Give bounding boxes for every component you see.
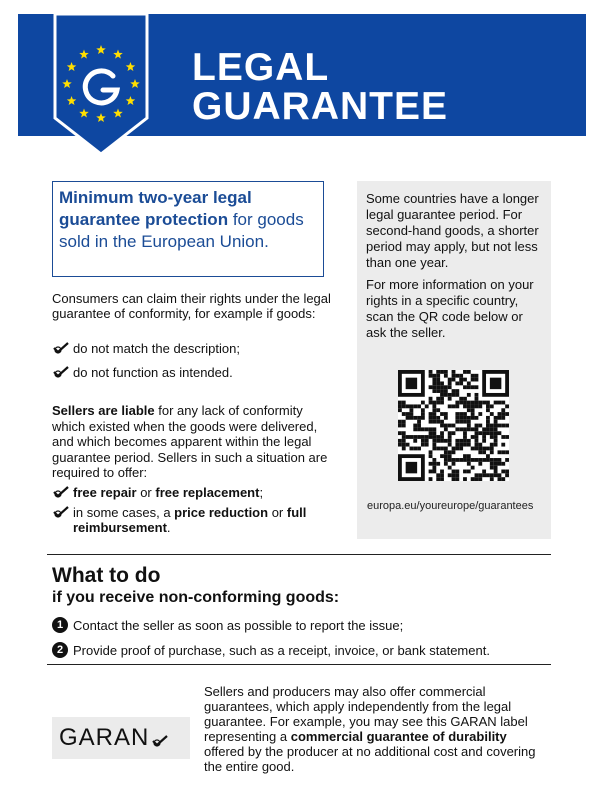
what-to-do-subtitle: if you receive non-conforming goods:: [52, 589, 340, 606]
check-hand-icon: [151, 733, 169, 749]
panel-paragraph: Some countries have a longer legal guarantee period. For second-hand goods, a shorter period may apply, but not less than one year.: [366, 191, 539, 270]
condition-item: do not function as intended.: [52, 365, 233, 380]
check-hand-icon: [52, 485, 70, 499]
check-hand-icon: [52, 341, 70, 355]
what-to-do-title: What to do: [52, 564, 161, 587]
step-number-icon: 2: [52, 642, 68, 658]
remedy-item: in some cases, a price reduction or full reimbursement.: [52, 505, 342, 535]
condition-item: do not match the description;: [52, 341, 240, 356]
step-item: 1 Contact the seller as soon as possible to report the issue;: [52, 617, 403, 633]
divider: [47, 664, 551, 665]
guarantees-url[interactable]: europa.eu/youreurope/guarantees: [367, 500, 534, 512]
check-hand-icon: [52, 505, 70, 519]
panel-paragraph: For more information on your rights in a specific country, scan the QR code below or ask the seller.: [366, 277, 534, 340]
check-hand-icon: [52, 365, 70, 379]
minimum-guarantee-box: Minimum two-year legal guarantee protection for goods sold in the European Union.: [52, 181, 324, 277]
sellers-liable-text: Sellers are liable for any lack of conformity which existed when the goods were delivered, and which becomes apparent within the legal guarantee period. Sellers in such a situation are required to offer:: [52, 403, 328, 480]
step-number-icon: 1: [52, 617, 68, 633]
remedy-item: free repair or free replacement;: [52, 485, 263, 500]
qr-code[interactable]: [398, 370, 509, 481]
divider: [47, 554, 551, 555]
intro-text: Consumers can claim their rights under the legal guarantee of conformity, for example if goods:: [52, 291, 331, 321]
info-panel: [357, 181, 551, 539]
commercial-guarantee-text: Sellers and producers may also offer commercial guarantees, which apply independently from the legal guarantee. For example, you may see this GARAN label representing a commercial guarantee of durability offered by the producer at no additional cost and covering the entire good.: [204, 684, 536, 774]
page-title: LEGAL GUARANTEE: [192, 46, 449, 128]
step-item: 2 Provide proof of purchase, such as a receipt, invoice, or bank statement.: [52, 642, 490, 658]
garan-label: GARAN: [52, 717, 190, 759]
eu-shield-stars-g-icon: [51, 14, 151, 156]
